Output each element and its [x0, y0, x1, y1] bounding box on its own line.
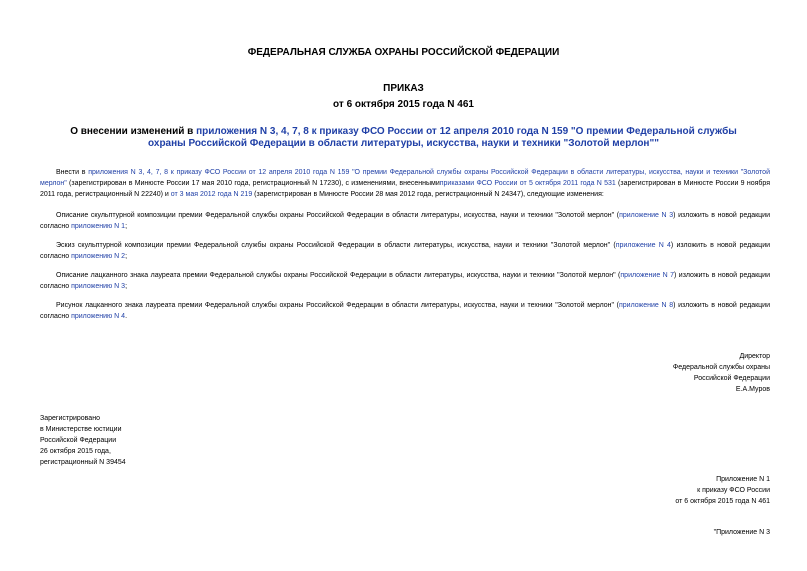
registration-line: регистрационный N 39454 [40, 459, 126, 466]
item-text-mid: ) изложить в новой редакции согласно [40, 302, 770, 320]
registration-line: Зарегистрировано [40, 415, 100, 422]
item-link-appendix[interactable]: приложение N 4 [615, 242, 671, 249]
signature-line: Директор [739, 353, 770, 360]
signature-block [600, 351, 770, 395]
document-date-number: от 6 октября 2015 года N 461 [333, 99, 474, 110]
item-paragraph-1 [40, 210, 770, 232]
intro-text-2: (зарегистрирован в Минюсте России 17 мая 2010 года, регистрационный N 17230), с изменениями, внесенными [66, 180, 440, 187]
signature-line: Федеральной службы охраны [672, 364, 770, 371]
item-text-end: ; [125, 253, 128, 260]
organization-heading: ФЕДЕРАЛЬНАЯ СЛУЖБА ОХРАНЫ РОССИЙСКОЙ ФЕДЕРАЦИИ [247, 47, 560, 58]
item-text: Описание лацканного знака лауреата премии Федеральной службы охраны Российской Федерации в области литературы, искусства, науки и техники "Золотой мерлон" ( [56, 272, 621, 279]
item-text: Эскиз скульптурной композиции премии Федеральной службы охраны Российской Федерации в области литературы, искусства, науки и техники "Золотой мерлон" ( [56, 242, 616, 249]
intro-link-order-219[interactable]: от 3 мая 2012 года N 219 [170, 191, 253, 198]
intro-text-3: (зарегистрирован в Минюсте России 9 ноября 2011 года, регистрационный N 22240) и [40, 180, 770, 198]
item-paragraph-4 [40, 300, 770, 322]
intro-link-order-531[interactable]: приказами ФСО России от 5 октября 2011 года N 531 [439, 180, 616, 187]
document-title [60, 126, 747, 150]
item-text-end: ; [125, 283, 128, 290]
item-link-new-appendix[interactable]: приложению N 3 [71, 283, 126, 290]
document-type-heading: ПРИКАЗ [383, 83, 424, 94]
item-text-mid: ) изложить в новой редакции согласно [40, 212, 770, 230]
intro-paragraph [40, 167, 770, 200]
item-link-new-appendix[interactable]: приложению N 2 [71, 253, 126, 260]
intro-link-order-159[interactable]: приложения N 3, 4, 7, 8 к приказу ФСО России от 12 апреля 2010 года N 159 "О премии Федеральной службы охраны Российской Федерации в области литературы, искусства, науки и техники "Золотой мерлон" [40, 169, 770, 187]
appendix-line: Приложение N 1 [716, 476, 770, 483]
item-link-new-appendix[interactable]: приложению N 4 [71, 313, 126, 320]
appendix-line: к приказу ФСО России [697, 487, 770, 494]
item-link-appendix[interactable]: приложение N 3 [619, 212, 674, 219]
item-text: Описание скульптурной композиции премии Федеральной службы охраны Российской Федерации в области литературы, искусства, науки и техники "Золотой мерлон" ( [56, 212, 620, 219]
appendix-header-block [560, 474, 770, 507]
item-text-mid: ) изложить в новой редакции согласно [40, 272, 770, 290]
item-text-end: ; [125, 223, 128, 230]
intro-text-1: Внести в [56, 169, 89, 176]
item-text: Рисунок лацканного знака лауреата премии Федеральной службы охраны Российской Федерации в области литературы, искусства, науки и техники "Золотой мерлон" ( [56, 302, 619, 309]
item-link-new-appendix[interactable]: приложению N 1 [71, 223, 126, 230]
item-link-appendix[interactable]: приложение N 7 [620, 272, 675, 279]
item-paragraph-2 [40, 240, 770, 262]
item-link-appendix[interactable]: приложение N 8 [618, 302, 674, 309]
registration-line: 26 октября 2015 года, [40, 448, 111, 455]
title-link[interactable]: приложения N 3, 4, 7, 8 к приказу ФСО России от 12 апреля 2010 года N 159 "О премии Федеральной службы охраны Российской Федерации в области литературы, искусства, науки и техники "Золотой мерлон"" [148, 126, 737, 149]
registration-line: в Министерстве юстиции [40, 426, 122, 433]
item-text-mid: ) изложить в новой редакции согласно [40, 242, 771, 260]
appendix-label: "Приложение N 3 [713, 529, 770, 536]
signature-name: Е.А.Муров [735, 386, 770, 393]
registration-block [40, 413, 240, 468]
registration-line: Российской Федерации [40, 437, 117, 444]
intro-text-4: (зарегистрирован в Минюсте России 28 мая 2012 года, регистрационный N 24347), следующие изменения: [252, 191, 604, 198]
signature-line: Российской Федерации [693, 375, 770, 382]
item-paragraph-3 [40, 270, 770, 292]
item-text-end: . [125, 313, 128, 320]
title-prefix: О внесении изменений в [70, 126, 197, 137]
appendix-line: от 6 октября 2015 года N 461 [675, 498, 770, 505]
